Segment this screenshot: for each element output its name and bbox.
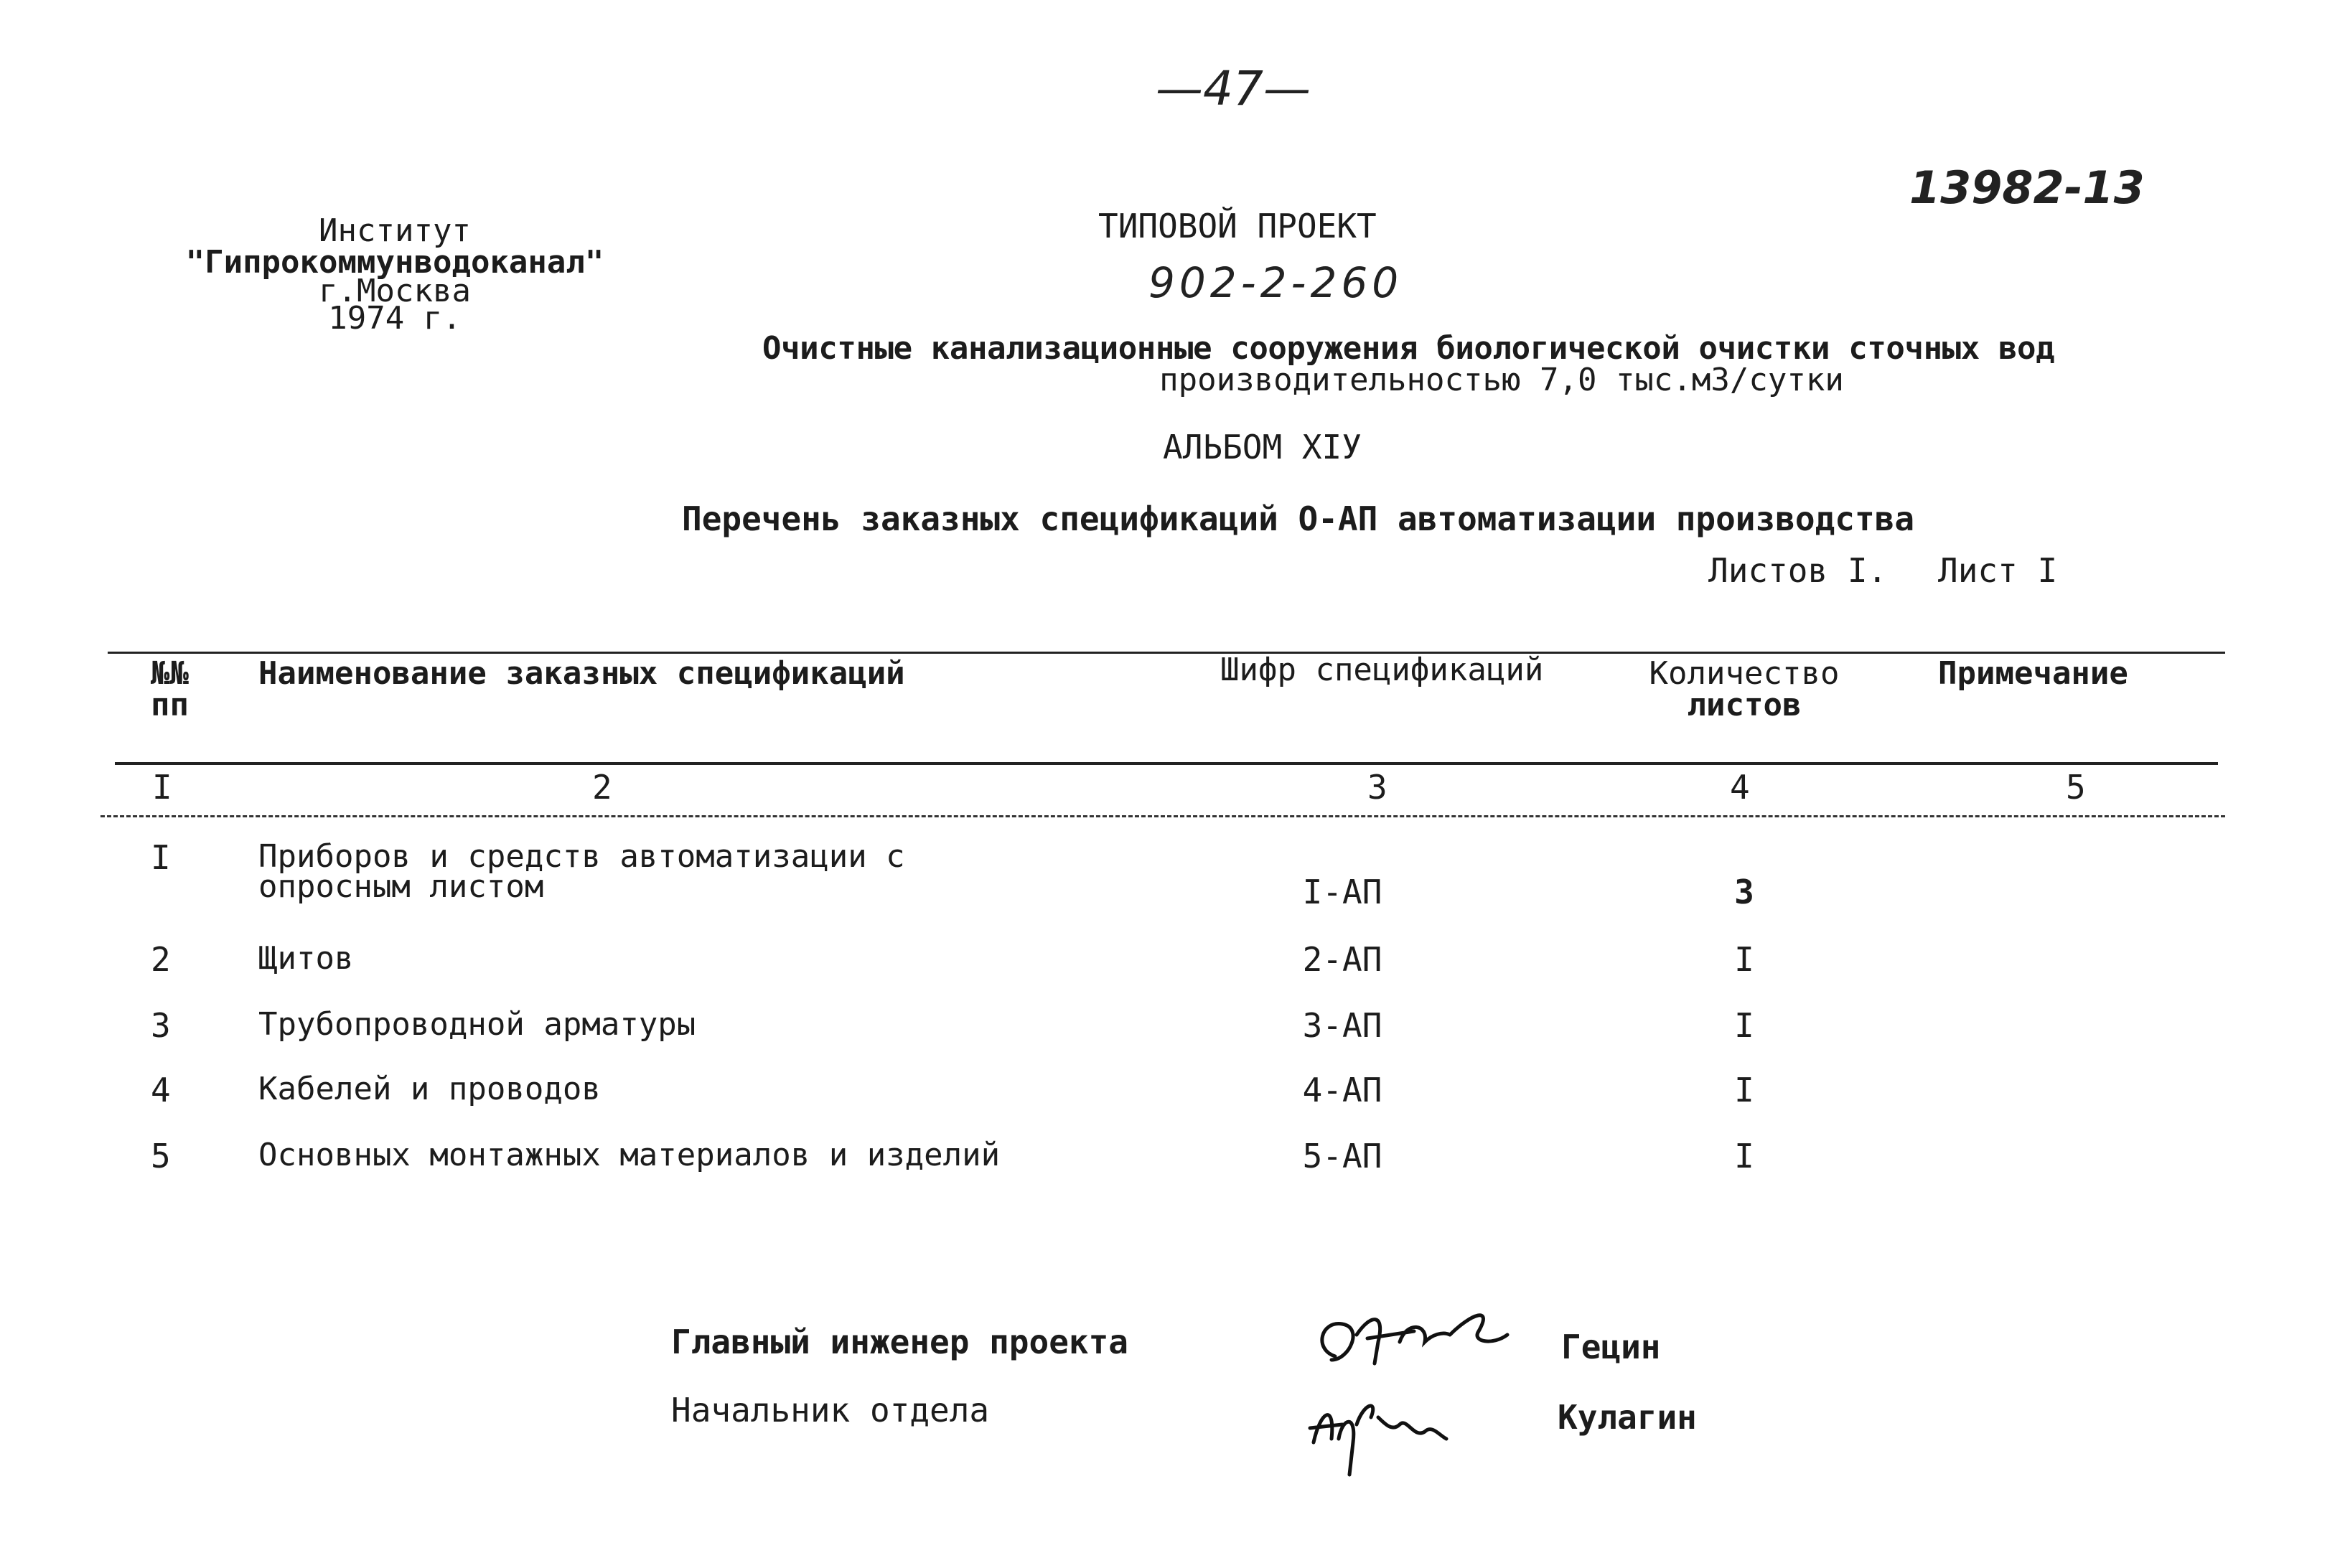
table-row-1-name-line2: опросным листом xyxy=(258,868,544,905)
chief-engineer-title: Главный инженер проекта xyxy=(671,1323,1128,1361)
table-row-1-code: I-АП xyxy=(1302,873,1382,911)
header-note: Примечание xyxy=(1938,655,2128,692)
chief-engineer-signature xyxy=(1306,1292,1522,1385)
table-top-rule xyxy=(108,652,2225,654)
header-name: Наименование заказных спецификаций xyxy=(258,655,905,692)
table-row-4-number: 4 xyxy=(151,1071,171,1109)
table-row-3-code: 3-АП xyxy=(1302,1006,1382,1045)
inventory-number: 13982-13 xyxy=(1909,161,2145,214)
header-code: Шифр спецификаций xyxy=(1220,652,1544,688)
table-row-4-count: I xyxy=(1734,1071,1754,1109)
table-row-2-count: I xyxy=(1734,940,1754,979)
table-row-2-code: 2-АП xyxy=(1302,940,1382,979)
project-title-line1: Очистные канализационные сооружения биологической очистки сточных вод xyxy=(762,330,2055,367)
table-row-5-count: I xyxy=(1734,1137,1754,1175)
header-count-line1: Количество xyxy=(1649,655,1840,692)
table-row-5-name: Основных монтажных материалов и изделий xyxy=(258,1137,1001,1173)
header-num-line2: пп xyxy=(151,687,189,723)
project-label: ТИПОВОЙ ПРОЕКТ xyxy=(1098,207,1377,245)
table-row-3-number: 3 xyxy=(151,1006,171,1045)
institute-year: 1974 г. xyxy=(328,300,462,337)
table-header-rule xyxy=(115,762,2218,765)
institute-block xyxy=(165,214,624,336)
chief-engineer-name: Гецин xyxy=(1561,1328,1661,1366)
head-name: Кулагин xyxy=(1558,1398,1697,1437)
sheets-total: Листов I. xyxy=(1708,551,1888,590)
institute-city: г.Москва xyxy=(319,273,471,309)
header-count-line2: листов xyxy=(1687,687,1802,723)
header-num-line1: №№ xyxy=(151,655,189,692)
table-row-1-name-line1: Приборов и средств автоматизации с xyxy=(258,838,905,875)
colnum-4: 4 xyxy=(1730,768,1750,807)
table-row-1-name xyxy=(258,840,905,904)
page-number: —47— xyxy=(1156,61,1311,116)
table-colnum-rule xyxy=(100,815,2225,817)
institute-label: Институт xyxy=(319,212,471,249)
head-signature xyxy=(1299,1374,1457,1482)
table-row-5-code: 5-АП xyxy=(1302,1137,1382,1175)
colnum-3: 3 xyxy=(1367,768,1387,807)
table-row-2-name: Щитов xyxy=(258,940,354,977)
table-row-4-code: 4-АП xyxy=(1302,1071,1382,1109)
album-title: АЛЬБОМ XIУ xyxy=(1163,428,1362,466)
table-row-3-name: Трубопроводной арматуры xyxy=(258,1006,696,1043)
header-count xyxy=(1629,657,1859,723)
table-row-4-name: Кабелей и проводов xyxy=(258,1071,601,1107)
colnum-5: 5 xyxy=(2066,768,2086,807)
table-row-1-count: 3 xyxy=(1734,873,1754,911)
project-number: 902-2-260 xyxy=(1148,258,1403,307)
table-row-2-number: 2 xyxy=(151,940,171,979)
list-title: Перечень заказных спецификаций О-АП автоматизации производства xyxy=(682,499,1915,538)
colnum-1: I xyxy=(152,768,172,807)
institute-org: "Гипрокоммунводоканал" xyxy=(185,244,604,281)
head-title: Начальник отдела xyxy=(671,1391,990,1429)
header-num xyxy=(151,657,189,723)
sheet-current: Лист I xyxy=(1938,551,2058,590)
colnum-2: 2 xyxy=(592,768,612,807)
table-row-1-number: I xyxy=(151,838,171,877)
project-title-line2: производительностью 7,0 тыс.м3/сутки xyxy=(1159,362,1844,398)
table-row-3-count: I xyxy=(1734,1006,1754,1045)
table-row-5-number: 5 xyxy=(151,1137,171,1175)
